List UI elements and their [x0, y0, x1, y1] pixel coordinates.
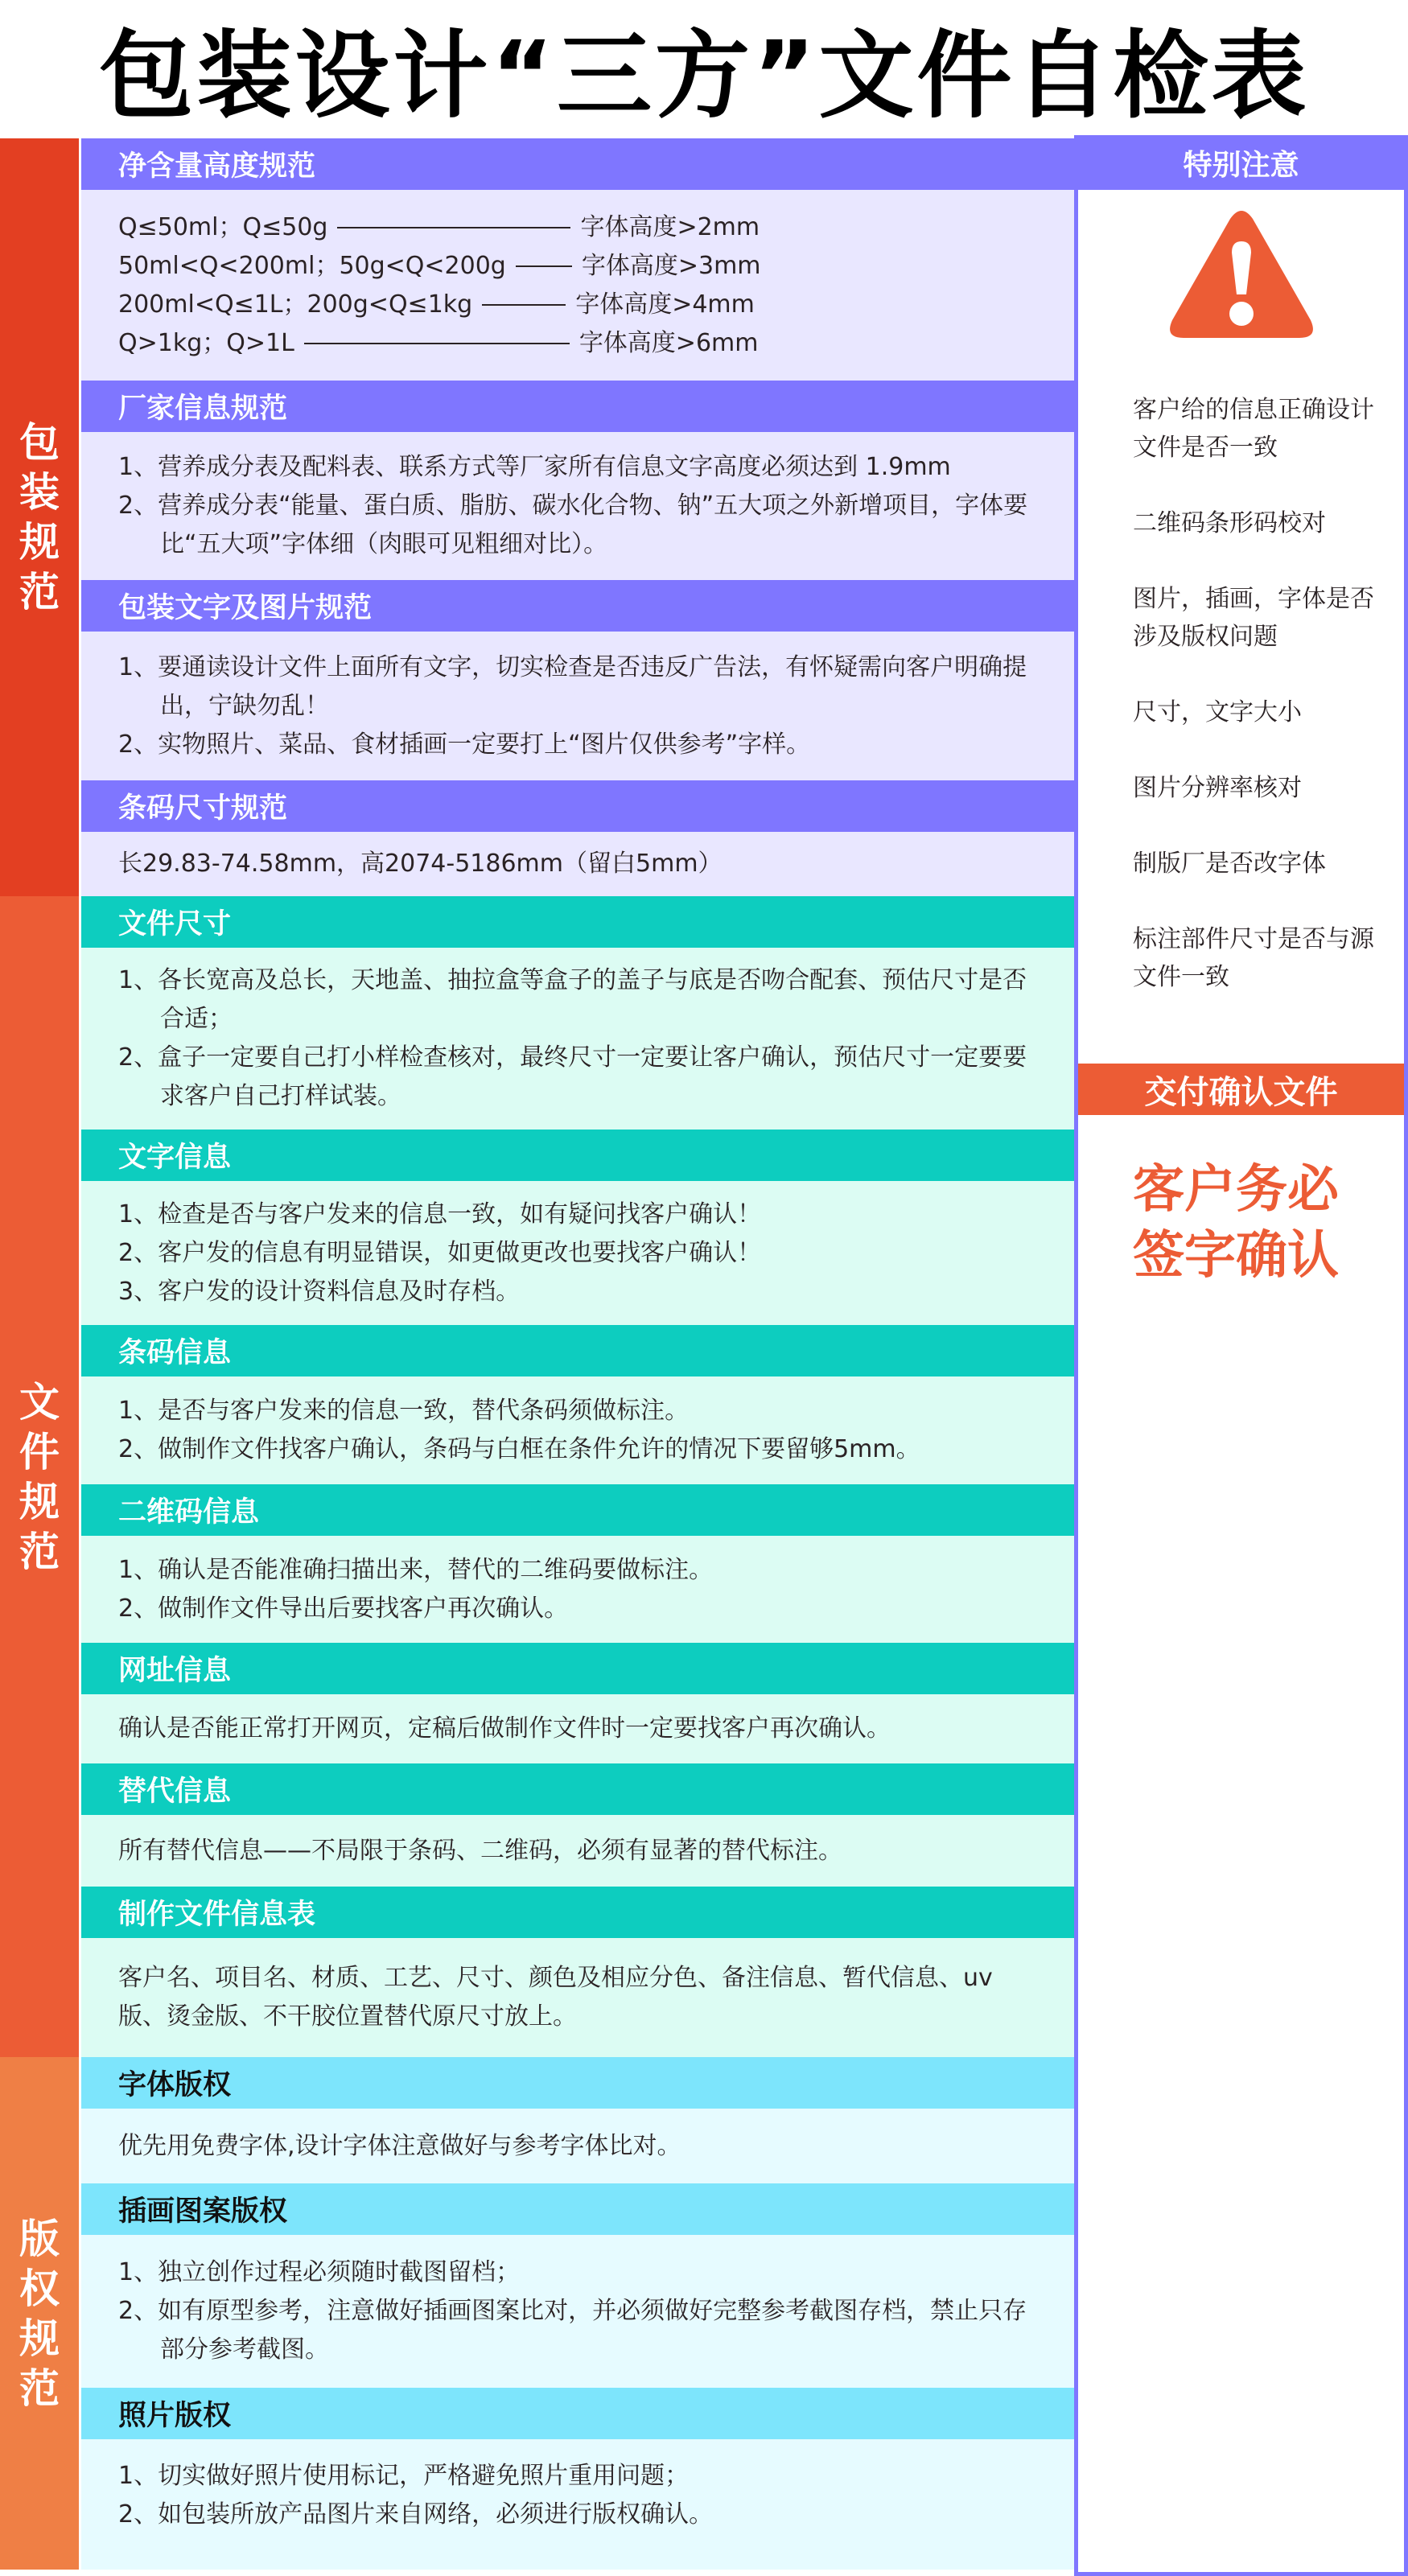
block-title-url-info: 网址信息 [81, 1643, 1076, 1694]
checklist-main [0, 138, 1076, 2570]
list-item: 2、做制作文件找客户确认，条码与白框在条件允许的情况下要留够5mm。 [118, 1435, 920, 1463]
block-title-barcode-info: 条码信息 [81, 1325, 1076, 1376]
connector-line [516, 265, 572, 267]
list-item: 1、要通读设计文件上面所有文字，切实检查是否违反广告法，有怀疑需向客户明确提出，宁缺勿乱！ [118, 652, 1027, 720]
page-title: 包装设计“三方”文件自检表 [98, 20, 1310, 131]
notice-list [1078, 391, 1404, 996]
block-title-manufacturer: 厂家信息规范 [81, 381, 1076, 432]
special-notice-header: 特别注意 [1074, 135, 1408, 190]
block-title-font-copyright: 字体版权 [81, 2057, 1076, 2109]
notice-item: 尺寸，文字大小 [1133, 698, 1302, 726]
connector-line [482, 304, 566, 306]
list-item: 2、营养成分表“能量、蛋白质、脂肪、碳水化合物、钠”五大项之外新增项目，字体要比“五大项”字体细（肉眼可见粗细对比）。 [118, 492, 1028, 558]
connector-line [337, 227, 570, 228]
warning-triangle-icon [1078, 209, 1404, 341]
net-content-row: 50ml<Q<200ml；50g<Q<200g 字体高度>3mm [118, 251, 761, 280]
list-item: 2、如包装所放产品图片来自网络，必须进行版权确认。 [118, 2500, 714, 2529]
list-item: 2、实物照片、菜品、食材插画一定要打上“图片仅供参考”字样。 [118, 730, 811, 759]
net-content-table [81, 190, 1076, 381]
list-item: 1、检查是否与客户发来的信息一致，如有疑问找客户确认！ [118, 1200, 762, 1228]
section-label-packaging: 包装规范 [0, 138, 79, 896]
section-label-files: 文件规范 [0, 896, 79, 2057]
block-title-photo-copyright: 照片版权 [81, 2388, 1076, 2439]
section-label-copyright: 版权规范 [0, 2057, 79, 2570]
block-title-text-info: 文字信息 [81, 1130, 1076, 1181]
list-item: 2、做制作文件导出后要找客户再次确认。 [118, 1594, 569, 1623]
section-packaging [0, 138, 1076, 896]
section-copyright [0, 2057, 1076, 2570]
section-files [0, 896, 1076, 2057]
list-item: 1、确认是否能准确扫描出来，替代的二维码要做标注。 [118, 1555, 714, 1584]
list-item: 2、客户发的信息有明显错误，如更做更改也要找客户确认！ [118, 1238, 762, 1267]
delivery-confirmation-text: 客户务必 签字确认 [1133, 1160, 1339, 1286]
list-item: 优先用免费字体,设计字体注意做好与参考字体比对。 [118, 2131, 681, 2160]
net-content-row: Q≤50ml；Q≤50g 字体高度>2mm [118, 212, 760, 241]
block-title-production-file-table: 制作文件信息表 [81, 1887, 1076, 1938]
list-item: 1、是否与客户发来的信息一致，替代条码须做标注。 [118, 1397, 690, 1425]
list-item: 1、切实做好照片使用标记，严格避免照片重用问题； [118, 2462, 690, 2490]
list-item: 3、客户发的设计资料信息及时存档。 [118, 1277, 521, 1306]
notice-item: 图片，插画，字体是否涉及版权问题 [1133, 585, 1374, 651]
block-title-illustration-copyright: 插画图案版权 [81, 2183, 1076, 2235]
notice-item: 标注部件尺寸是否与源文件一致 [1133, 925, 1374, 991]
list-item: 所有替代信息——不局限于条码、二维码，必须有显著的替代标注。 [118, 1836, 842, 1865]
block-title-substitute-info: 替代信息 [81, 1763, 1076, 1815]
notice-item: 图片分辨率核对 [1133, 774, 1302, 802]
list-item: 1、独立创作过程必须随时截图留档； [118, 2258, 521, 2286]
block-title-barcode-size: 条码尺寸规范 [81, 780, 1076, 832]
list-item: 1、各长宽高及总长，天地盖、抽拉盒等盒子的盖子与底是否吻合配套、预估尺寸是否合适； [118, 966, 1027, 1033]
list-item: 1、营养成分表及配料表、联系方式等厂家所有信息文字高度必须达到 1.9mm [118, 453, 951, 481]
notice-item: 二维码条形码校对 [1133, 509, 1326, 537]
net-content-row: 200ml<Q≤1L；200g<Q≤1kg 字体高度>4mm [118, 290, 755, 319]
notice-item: 制版厂是否改字体 [1133, 850, 1326, 878]
block-title-qrcode-info: 二维码信息 [81, 1484, 1076, 1536]
list-item: 2、如有原型参考，注意做好插画图案比对，并必须做好完整参考截图存档，禁止只存部分参考截图。 [118, 2297, 1027, 2364]
delivery-confirmation-header: 交付确认文件 [1078, 1064, 1404, 1115]
list-item: 确认是否能正常打开网页，定稿后做制作文件时一定要找客户再次确认。 [118, 1714, 891, 1743]
special-notice-panel [1074, 135, 1408, 2576]
block-title-text-image: 包装文字及图片规范 [81, 580, 1076, 632]
block-title-net-content: 净含量高度规范 [81, 138, 1076, 190]
net-content-row: Q>1kg；Q>1L 字体高度>6mm [118, 328, 759, 357]
list-item: 长29.83-74.58mm，高2074-5186mm（留白5mm） [118, 850, 723, 878]
list-item: 2、盒子一定要自己打小样检查核对，最终尺寸一定要让客户确认，预估尺寸一定要要求客户自己打样试装。 [118, 1043, 1027, 1110]
connector-line [304, 343, 570, 344]
list-item: 客户名、项目名、材质、工艺、尺寸、颜色及相应分色、备注信息、暂代信息、uv版、烫金版、不干胶位置替代原尺寸放上。 [118, 1964, 993, 2031]
notice-item: 客户给的信息正确设计文件是否一致 [1133, 396, 1374, 462]
block-title-file-size: 文件尺寸 [81, 896, 1076, 948]
